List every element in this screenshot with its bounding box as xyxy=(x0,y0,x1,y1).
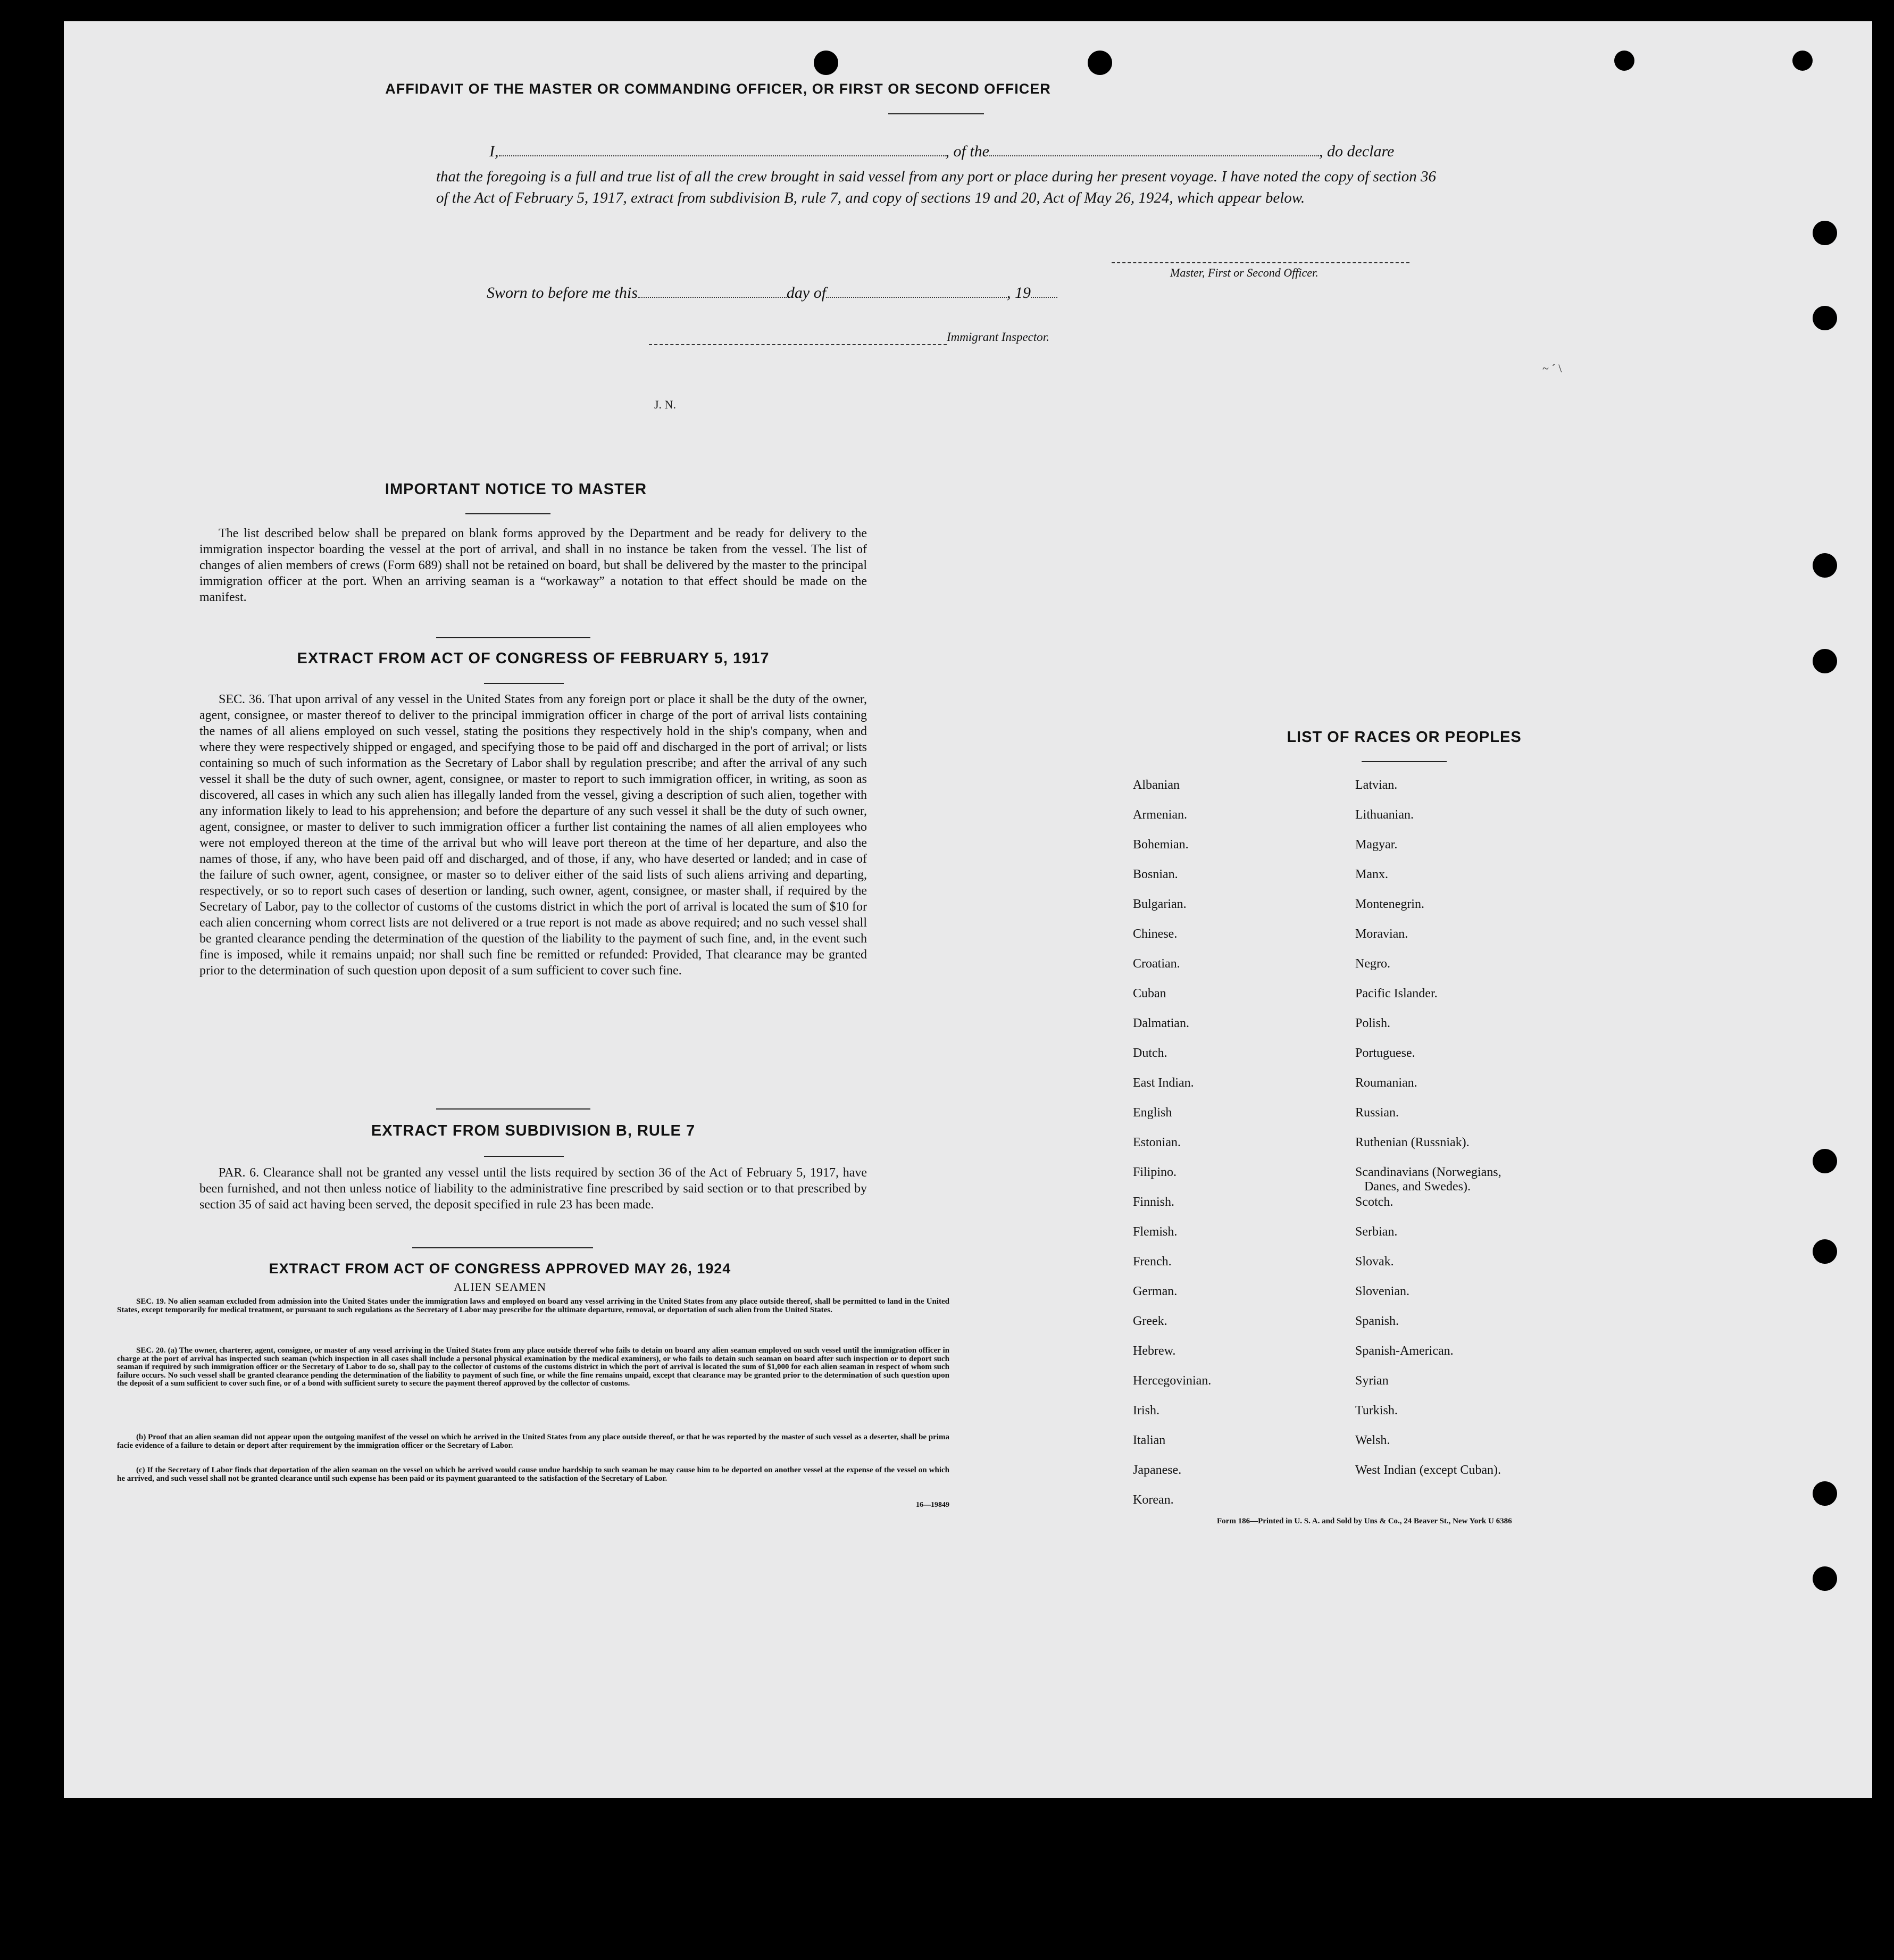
race-item: West Indian (except Cuban). xyxy=(1355,1463,1501,1477)
race-item: Spanish-American. xyxy=(1355,1344,1454,1358)
race-item: Spanish. xyxy=(1355,1314,1399,1328)
extract-1917-title: EXTRACT FROM ACT OF CONGRESS OF FEBRUARY 5, 1917 xyxy=(297,650,770,667)
race-item: Ruthenian (Russniak). xyxy=(1355,1136,1470,1149)
race-item: Slovenian. xyxy=(1355,1285,1409,1298)
punch-hole xyxy=(814,51,838,75)
race-item: Portuguese. xyxy=(1355,1046,1415,1060)
notice-rule xyxy=(465,513,550,514)
extract-1917-text: SEC. 36. That upon arrival of any vessel in the United States from any foreign port or place it shall be the duty of the owner, agent, consignee, or master thereof to deliver to the principal immigration officer in charge of the port of arrival lists containing the names of all aliens employed on such vessel, stating the positions they respectively hold in the ship's company, when and where they were respectively shipped or engaged, and specifying those to be paid off and discharged in the port of arrival; or lists containing so much of such information as the Secretary of Labor shall by regulation prescribe; and after the arrival of any such vessel it shall be the duty of such owner, agent, consignee, or master to report to such immigration officer, in writing, as soon as discovered, all cases in which any such alien has illegally landed from the vessel, giving a description of such alien, together with any information likely to lead to his apprehension; and before the departure of any such vessel it shall be the duty of such owner, agent, consignee, or master to deliver to such immigration officer a further list containing the names of all alien employees who were not employed thereon at the time of the arrival but who will leave port thereon at the time of her departure, and also the names of those, if any, who have been paid off and discharged, and of those, if any, who have deserted or landed; and in case of the failure of such owner, agent, consignee, or master so to deliver either of the said lists of such aliens arriving and departing, respectively, or so to report such cases of desertion or landing, such owner, agent, consignee, or master shall, if required by the Secretary of Labor, pay to the collector of customs of the customs district in which the port of arrival is located the sum of $10 for each alien concerning whom correct lists are not delivered or a true report is not made as above required; and no such vessel shall be granted clearance pending the determination of the question of the liability to the payment of such fine, and, in the event such fine is imposed, while it remains unpaid; nor shall such fine be remitted or refunded: Provided, That clearance may be granted prior to the determination of such question upon deposit of a sum sufficient to cover such fine. xyxy=(199,693,867,978)
race-item: Hebrew. xyxy=(1133,1344,1176,1358)
signature-line[interactable] xyxy=(1112,262,1409,263)
race-item: Filipino. xyxy=(1133,1165,1177,1179)
month-blank[interactable] xyxy=(826,286,1007,298)
notice-title: IMPORTANT NOTICE TO MASTER xyxy=(385,481,647,498)
inspector-label: Immigrant Inspector. xyxy=(947,330,1049,344)
document-page xyxy=(64,21,1872,1798)
race-item: Serbian. xyxy=(1355,1225,1398,1239)
extract-rule7-text: PAR. 6. Clearance shall not be granted any vessel until the lists required by section 36 of the Act of February 5, 1917, have been furnished, and not then unless notice of liability to the administrative fine prescribed by said section or to that prescribed by section 35 of said act having been served, the deposit specified in rule 23 has been made. xyxy=(199,1166,867,1212)
race-item: Turkish. xyxy=(1355,1404,1398,1417)
race-item: Croatian. xyxy=(1133,957,1180,971)
race-item: Finnish. xyxy=(1133,1195,1175,1209)
day-blank[interactable] xyxy=(638,286,787,298)
race-item: Polish. xyxy=(1355,1016,1391,1030)
race-item: Japanese. xyxy=(1133,1463,1182,1477)
race-item: Cuban xyxy=(1133,987,1166,1000)
punch-hole xyxy=(1813,1149,1837,1173)
races-rule xyxy=(1362,761,1447,762)
races-title: LIST OF RACES OR PEOPLES xyxy=(1287,729,1522,746)
punch-hole xyxy=(1813,1239,1837,1264)
section-rule xyxy=(436,1108,590,1110)
stray-mark: ~ ´ \ xyxy=(1542,362,1562,375)
punch-hole xyxy=(1813,553,1837,578)
extract-1917-rule xyxy=(484,683,564,684)
race-item: Italian xyxy=(1133,1433,1166,1447)
declaration-of-the: , of the xyxy=(945,143,989,160)
race-item: Montenegrin. xyxy=(1355,897,1424,911)
sec-20a-text: SEC. 20. (a) The owner, charterer, agent, consignee, or master of any vessel arriving in the United States from any place outside thereof who fails to detain on board any alien seaman employed on such vessel until the immigration officer in charge at the port of arrival has inspected such seaman (which inspection in all cases shall include a personal physical examination by the medical examiners), or who fails to detain such seaman on board after such inspection or to deport such seaman if required by such immigration officer or the Secretary of Labor to do so, shall pay to the collector of customs of the customs district in which the port of arrival is located the sum of $1,000 for each alien seaman in respect of whom such failure occurs. No such vessel shall be granted clearance pending the determination of the liability to payment of such fine, or while the fine remains unpaid, except that clearance may be granted prior to the determination of such question upon the deposit of a sum sufficient to cover such fine, or of a bond with sufficient surety to secure the payment thereof approved by the collector of customs. xyxy=(117,1346,949,1388)
punch-hole xyxy=(1813,1481,1837,1506)
title-rule xyxy=(888,113,984,114)
sworn-year: , 19 xyxy=(1007,284,1031,302)
race-item: Albanian xyxy=(1133,778,1180,792)
year-blank[interactable] xyxy=(1031,286,1057,298)
footer-imprint: Form 186—Printed in U. S. A. and Sold by Uns & Co., 24 Beaver St., New York U 6386 xyxy=(1217,1517,1512,1525)
race-item: English xyxy=(1133,1106,1172,1120)
race-item: Magyar. xyxy=(1355,838,1398,852)
extract-rule7-title: EXTRACT FROM SUBDIVISION B, RULE 7 xyxy=(371,1122,696,1139)
punch-hole xyxy=(1813,306,1837,330)
race-item: Dalmatian. xyxy=(1133,1016,1189,1030)
race-item: Hercegovinian. xyxy=(1133,1374,1212,1388)
punch-hole xyxy=(1813,649,1837,673)
declaration-i: I, xyxy=(489,143,499,160)
race-item: Latvian. xyxy=(1355,778,1398,792)
race-item: Chinese. xyxy=(1133,927,1178,941)
sworn-day-of: day of xyxy=(786,284,827,302)
race-item: Greek. xyxy=(1133,1314,1167,1328)
affidavit-declaration-line xyxy=(489,143,1521,161)
race-item: German. xyxy=(1133,1285,1178,1298)
section-rule xyxy=(412,1247,593,1248)
race-item: Dutch. xyxy=(1133,1046,1167,1060)
sworn-prefix: Sworn to before me this xyxy=(487,284,638,302)
race-item: Bulgarian. xyxy=(1133,897,1187,911)
race-item: Armenian. xyxy=(1133,808,1187,822)
race-item: Flemish. xyxy=(1133,1225,1178,1239)
extract-1924-subtitle: ALIEN SEAMEN xyxy=(454,1280,546,1294)
race-item: Korean. xyxy=(1133,1493,1174,1507)
form-code: 16—19849 xyxy=(916,1501,949,1509)
race-item: Scotch. xyxy=(1355,1195,1394,1209)
race-item: Roumanian. xyxy=(1355,1076,1417,1090)
race-item: Russian. xyxy=(1355,1106,1399,1120)
race-item: Manx. xyxy=(1355,868,1388,881)
punch-hole xyxy=(1813,1566,1837,1591)
race-item: Syrian xyxy=(1355,1374,1389,1388)
sec-19-text: SEC. 19. No alien seaman excluded from admission into the United States under the immigration laws and employed on board any vessel arriving in the United States from any place outside thereof, shall be permitted to land in the United States, except temporarily for medical treatment, or pursuant to such regulations as the Secretary of Labor may prescribe for the ultimate departure, removal, or deportation of such alien from the United States. xyxy=(117,1297,949,1314)
extract-rule7-rule xyxy=(484,1156,564,1157)
vessel-blank[interactable] xyxy=(989,145,1319,156)
race-item: Welsh. xyxy=(1355,1433,1390,1447)
name-blank[interactable] xyxy=(499,145,946,156)
race-item: Bosnian. xyxy=(1133,868,1178,881)
race-item: Bohemian. xyxy=(1133,838,1189,852)
race-item: Estonian. xyxy=(1133,1136,1181,1149)
race-item: Negro. xyxy=(1355,957,1390,971)
affidavit-body: that the foregoing is a full and true list of all the crew brought in said vessel from any port or place during her present voyage. I have noted the copy of section 36 of the Act of February 5, 1917, extract from subdivision B, rule 7, and copy of sections 19 and 20, Act of May 26, 1924, which appear below. xyxy=(436,168,1436,206)
punch-hole xyxy=(1792,51,1813,71)
sec-20b-text: (b) Proof that an alien seaman did not appear upon the outgoing manifest of the vessel on which he arrived in the United States from any place outside thereof, or that he was reported by the master of such vessel as a deserter, shall be prima facie evidence of a failure to detain or deport after requirement by the immigration officer or the Secretary of Labor. xyxy=(117,1433,949,1450)
punch-hole xyxy=(1614,51,1634,71)
race-item: Pacific Islander. xyxy=(1355,987,1438,1000)
sec-20c-text: (c) If the Secretary of Labor finds that deportation of the alien seaman on the vessel on which he arrived would cause undue hardship to such seaman he may cause him to be deported on another vessel at the expense of the vessel on which he arrived, and such vessel shall not be granted clearance until such expense has been paid or its payment guaranteed to the satisfaction of the Secretary of Labor. xyxy=(117,1466,949,1483)
race-item: East Indian. xyxy=(1133,1076,1194,1090)
punch-hole xyxy=(1813,221,1837,245)
race-item: Lithuanian. xyxy=(1355,808,1414,822)
race-item: Irish. xyxy=(1133,1404,1159,1417)
section-rule xyxy=(436,637,590,638)
race-item: Danes, and Swedes). xyxy=(1364,1180,1471,1194)
extract-1924-title: EXTRACT FROM ACT OF CONGRESS APPROVED MAY 26, 1924 xyxy=(269,1261,731,1277)
inspector-signature-line[interactable] xyxy=(649,344,947,345)
affidavit-title: AFFIDAVIT OF THE MASTER OR COMMANDING OFFICER, OR FIRST OR SECOND OFFICER xyxy=(385,81,1051,97)
race-item: Slovak. xyxy=(1355,1255,1394,1269)
punch-hole xyxy=(1088,51,1112,75)
race-item: Moravian. xyxy=(1355,927,1408,941)
signature-label: Master, First or Second Officer. xyxy=(1170,266,1319,279)
race-item: French. xyxy=(1133,1255,1172,1269)
race-item: Scandinavians (Norwegians, xyxy=(1355,1165,1501,1179)
notice-text: The list described below shall be prepared on blank forms approved by the Department and be ready for delivery to the immigration inspector boarding the vessel at the port of arrival, and shall in no instance be taken from the vessel. The list of changes of alien members of crews (Form 689) shall not be retained on board, but shall be delivered by the master to the principal immigration officer at the port. When an arriving seaman is a “workaway” a notation to that effect should be made on the manifest. xyxy=(199,527,867,604)
stray-mark: J. N. xyxy=(654,398,676,411)
sworn-line xyxy=(487,284,1057,302)
declaration-declare: , do declare xyxy=(1319,143,1395,160)
